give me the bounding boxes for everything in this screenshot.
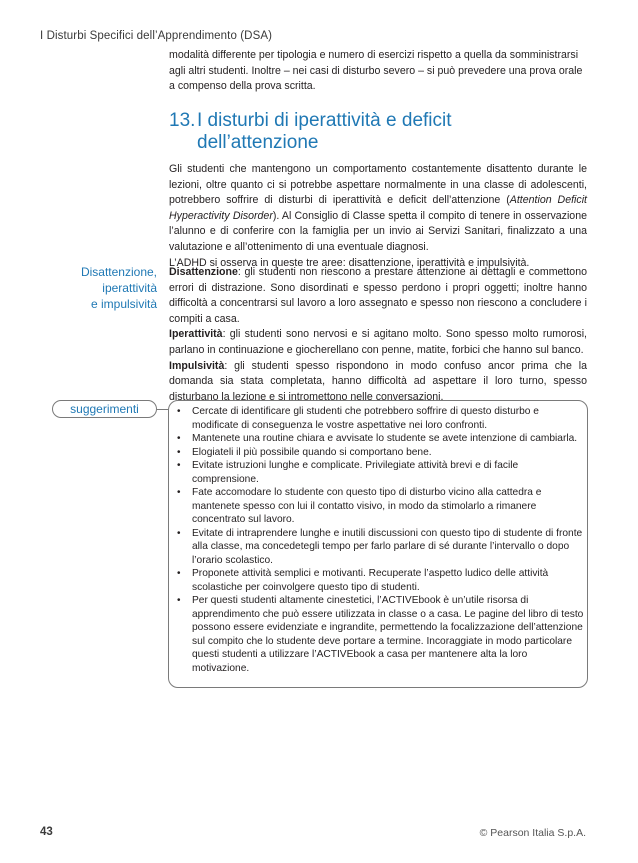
suggestion-item: • Per questi studenti altamente cinestetici, l’ACTIVEbook è un’utile risorsa di apprendimento che può essere utilizzata in classe o a casa. Le pagine del libro di testo possono essere evidenziate e ingrandite, permettendo la focalizzazione dell’attenzione sul compito che lo studente deve portare a termine. Incoraggiate in modo particolare questi studenti a utilizzare l’ACTIVEbook a casa per mantenere alta la loro motivazione. xyxy=(174,594,584,675)
suggestion-item: • Evitate istruzioni lunghe e complicate. Privilegiate attività brevi e di facile comprensione. xyxy=(174,459,584,486)
adhd-english-term: Attention Deficit Hyperactivity Disorder xyxy=(169,194,587,222)
section-paragraph-2: L’ADHD si osserva in queste tre aree: disattenzione, iperattività e impulsività. xyxy=(169,256,530,269)
intro-paragraph: modalità differente per tipologia e numero di esercizi rispetto a quella da somministrarsi agli altri studenti. Inoltre – nei casi di disturbo severo – si può prevedere una prova orale a compenso della prova scritta. xyxy=(169,49,583,93)
section-title xyxy=(169,110,589,154)
definition-impulsivita: Impulsività: gli studenti spesso rispondono in modo confuso ancor prima che la domanda sia stata completata, hanno difficoltà ad aspettare il loro turno, spesso disturbano la lezione e si intromettono nelle conversazioni. xyxy=(169,359,587,403)
suggestions-connector xyxy=(157,409,168,410)
definition-term: Impulsività xyxy=(169,359,225,372)
suggestion-item: • Elogiateli il più possibile quando si comportano bene. xyxy=(174,446,584,460)
section-paragraph-1: Gli studenti che mantengono un comportamento costantemente disattento durante le lezioni, oltre quanto ci si potrebbe aspettare normalmente in una classe di adolescenti, potrebbero soffrire di disturbi di iperattività e deficit dell’attenzione (Attention Deficit Hyperactivity Disorder). Al Consiglio di Classe spetta il compito di tenere in osservazione l’alunno e di conferire con la famiglia per un invio ai Servizi Sanitari, finalizzato a una valutazione e all’ottenimento di una eventuale diagnosi. xyxy=(169,163,587,253)
section-number: 13. xyxy=(169,110,196,131)
section-body xyxy=(169,162,587,271)
suggestion-item: • Fate accomodare lo studente con questo tipo di disturbo vicino alla cattedra e mantenete spesso con lui il contatto visivo, in modo da stimolarlo a rimanere concentrato sul lavoro. xyxy=(174,486,584,527)
definitions xyxy=(169,265,587,405)
definition-term: Disattenzione xyxy=(169,266,238,278)
running-head: I Disturbi Specifici dell’Apprendimento (DSA) xyxy=(40,30,273,42)
suggestion-item: • Mantenete una routine chiara e avvisate lo studente se avete intenzione di cambiarla. xyxy=(174,432,584,446)
section-title-line1: I disturbi di iperattività e deficit xyxy=(197,110,452,131)
definition-term: Iperattività xyxy=(169,328,223,341)
suggestion-item: • Evitate di intraprendere lunghe e inutili discussioni con questo tipo di studente di fronte alla classe, ma concedetegli tempo per farlo parlare di sé durante l’intervallo o dopo l’orario scolastico. xyxy=(174,527,584,568)
definition-disattenzione: Disattenzione: gli studenti non riescono a prestare attenzione ai dettagli e commettono errori di distrazione. Sono disordinati e spesso perdono i propri oggetti; inoltre hanno difficoltà a concentrarsi sul lavoro a loro assegnato e spesso non riescono a concludere i compiti a casa. xyxy=(169,266,587,325)
section-title-line2: dell’attenzione xyxy=(197,132,319,153)
page-number: 43 xyxy=(40,826,53,838)
suggestions-tag: suggerimenti xyxy=(52,400,157,418)
margin-label: Disattenzione, iperattività e impulsività xyxy=(80,265,157,311)
definition-iperattivita: Iperattività: gli studenti sono nervosi e si agitano molto. Sono spesso molto rumorosi, parlano in continuazione e giocherellano con penne, matite, forbici che hanno sul banco. xyxy=(169,328,587,356)
copyright: © Pearson Italia S.p.A. xyxy=(479,827,586,839)
suggestions-list xyxy=(174,405,584,675)
suggestion-item: • Cercate di identificare gli studenti che potrebbero soffrire di questo disturbo e modificate di conseguenza le vostre aspettative nei loro confronti. xyxy=(174,405,584,432)
suggestion-item: • Proponete attività semplici e motivanti. Recuperate l’aspetto ludico delle attività scolastiche per coinvolgere questo tipo di studenti. xyxy=(174,567,584,594)
